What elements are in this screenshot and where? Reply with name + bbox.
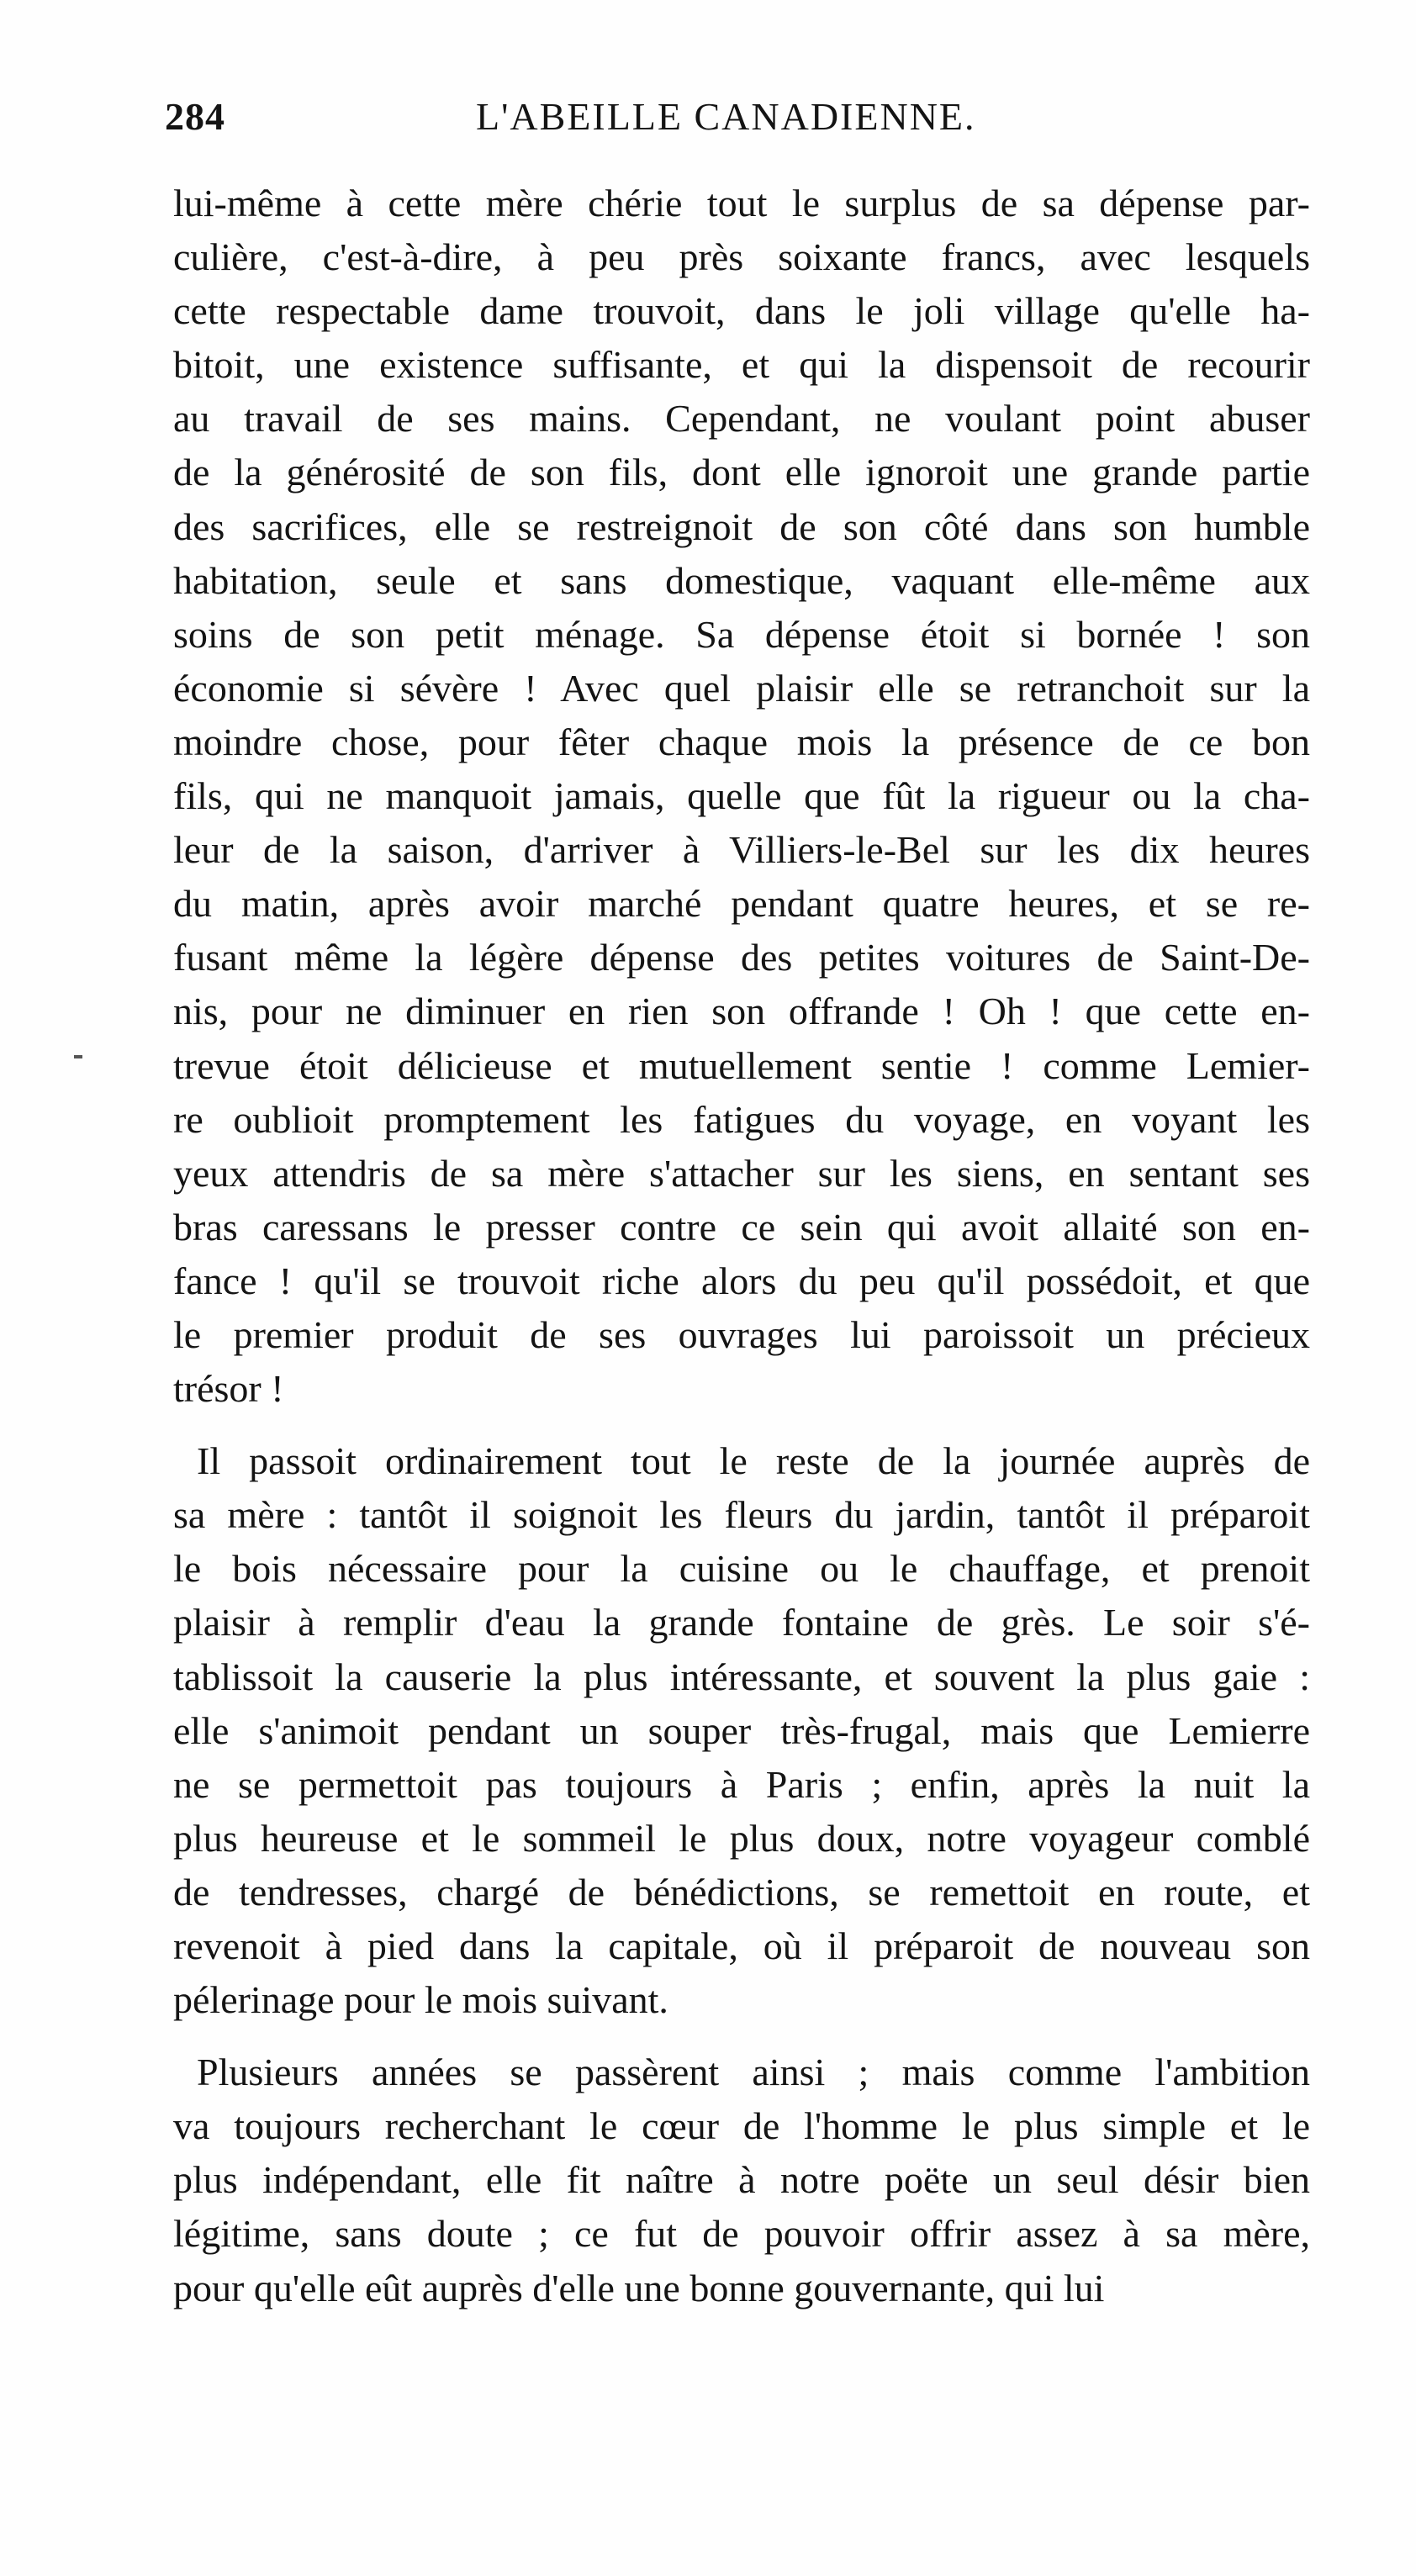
text-line: pour qu'elle eût auprès d'elle une bonne gouvernante, qui lui [173,2266,1105,2309]
text-line: habitation, seule et sans domestique, vaquant elle-même aux [173,558,1310,602]
text-line: trésor ! [173,1367,284,1411]
text-line: va toujours recherchant le cœur de l'homme le plus simple et le [173,2104,1310,2148]
text-line: yeux attendris de sa mère s'attacher sur les siens, en sentant ses [173,1151,1310,1195]
text-line: revenoit à pied dans la capitale, où il préparoit de nouveau son [173,1924,1310,1967]
text-line: plaisir à remplir d'eau la grande fontaine de grès. Le soir s'é- [173,1601,1310,1644]
text-line: bras caressans le presser contre ce sein qui avoit allaité son en- [173,1205,1310,1248]
text-line: le premier produit de ses ouvrages lui paroissoit un précieux [173,1312,1310,1356]
text-line: moindre chose, pour fêter chaque mois la présence de ce bon [173,720,1310,763]
running-head [165,94,1056,161]
text-line: le bois nécessaire pour la cuisine ou le chauffage, et prenoit [173,1547,1310,1591]
text-line: ne se permettoit pas toujours à Paris ; enfin, après la nuit la [173,1762,1310,1806]
paragraph [173,2045,1310,2315]
margin-mark [74,1055,82,1058]
text-line: culière, c'est-à-dire, à peu près soixante francs, avec lesquels [173,235,1310,279]
text-line: soins de son petit ménage. Sa dépense étoit si bornée ! son [173,612,1310,656]
text-line: de tendresses, chargé de bénédictions, se remettoit en route, et [173,1870,1310,1914]
text-line: plus heureuse et le sommeil le plus doux, notre voyageur comblé [173,1816,1310,1860]
text-line: lui-même à cette mère chérie tout le surplus de sa dépense par- [173,182,1310,224]
text-line: au travail de ses mains. Cependant, ne voulant point abuser [173,397,1310,441]
text-line: nis, pour ne diminuer en rien son offrande ! Oh ! que cette en- [173,990,1310,1033]
text-line: trevue étoit délicieuse et mutuellement sentie ! comme Lemier- [173,1043,1310,1087]
text-line: re oublioit promptement les fatigues du voyage, en voyant les [173,1097,1310,1141]
text-line: pélerinage pour le mois suivant. [173,1978,668,2022]
text-line: cette respectable dame trouvoit, dans le joli village qu'elle ha- [173,289,1310,333]
paragraph [173,1434,1310,2027]
text-line: économie si sévère ! Avec quel plaisir elle se retranchoit sur la [173,666,1310,710]
body-text [173,177,1310,2315]
text-line: sa mère : tantôt il soignoit les fleurs du jardin, tantôt il préparoit [173,1493,1310,1537]
text-line: fusant même la légère dépense des petites voitures de Saint-De- [173,936,1310,979]
text-line: fils, qui ne manquoit jamais, quelle que fût la rigueur ou la cha- [173,774,1310,818]
text-line: Il passoit ordinairement tout le reste de la journée auprès de [197,1439,1310,1483]
paragraph-gap [173,2027,1310,2045]
text-line: fance ! qu'il se trouvoit riche alors du peu qu'il possédoit, et que [173,1259,1310,1302]
paragraph [173,177,1310,1416]
text-line: de la générosité de son fils, dont elle ignoroit une grande partie [173,451,1310,494]
page-number: 284 [165,95,225,138]
text-line: bitoit, une existence suffisante, et qui la dispensoit de recourir [173,343,1310,387]
paragraph-gap [173,1416,1310,1434]
text-line: légitime, sans doute ; ce fut de pouvoir offrir assez à sa mère, [173,2212,1310,2256]
text-line: des sacrifices, elle se restreignoit de son côté dans son humble [173,504,1310,548]
text-line: tablissoit la causerie la plus intéressante, et souvent la plus gaie : [173,1655,1310,1698]
text-line: du matin, après avoir marché pendant quatre heures, et se re- [173,882,1310,926]
text-line: plus indépendant, elle fit naître à notre poëte un seul désir bien [173,2158,1310,2202]
text-line: Plusieurs années se passèrent ainsi ; mais comme l'ambition [197,2051,1310,2094]
text-line: elle s'animoit pendant un souper très-frugal, mais que Lemierre [173,1708,1310,1752]
running-title: L'ABEILLE CANADIENNE. [476,95,976,138]
text-line: leur de la saison, d'arriver à Villiers-le-Bel sur les dix heures [173,828,1310,872]
